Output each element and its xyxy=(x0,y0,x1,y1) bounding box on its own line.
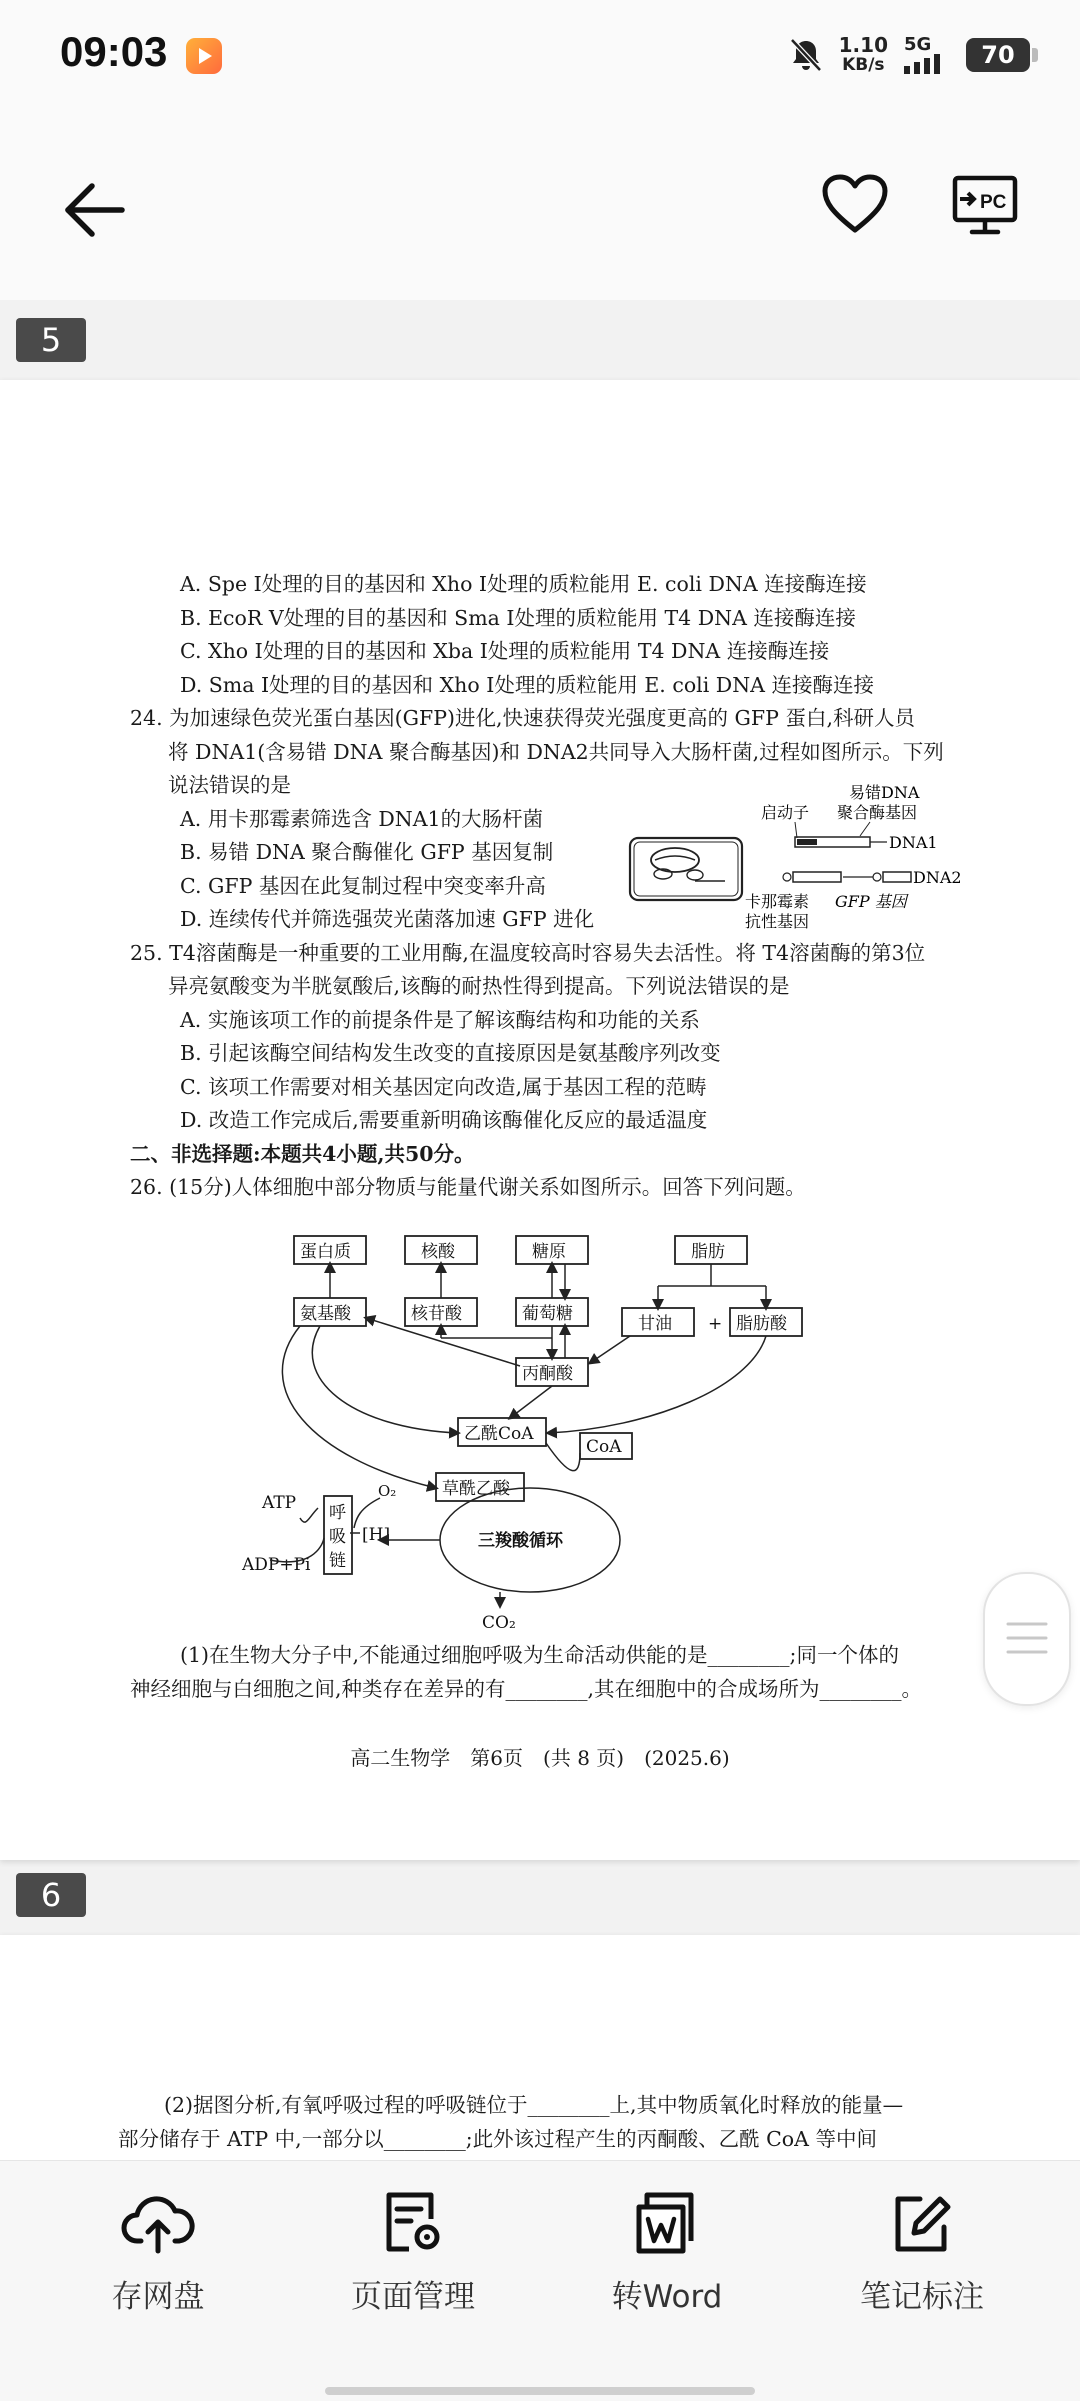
svg-text:DNA2: DNA2 xyxy=(913,868,962,887)
bell-muted-icon xyxy=(789,37,823,73)
question-stem: 24. 为加速绿色荧光蛋白基因(GFP)进化,快速获得荧光强度更高的 GFP 蛋白,科研人员 xyxy=(130,706,915,730)
svg-text:+: + xyxy=(708,1314,723,1334)
svg-text:ATP: ATP xyxy=(262,1493,297,1513)
page-number-badge: 5 xyxy=(16,318,86,362)
svg-text:CO₂: CO₂ xyxy=(482,1613,516,1633)
question-stem: 25. T4溶菌酶是一种重要的工业用酶,在温度较高时容易失去活性。将 T4溶菌酶的第3位 xyxy=(130,940,926,965)
page-manage-button[interactable] xyxy=(313,2191,513,2316)
svg-text:CoA: CoA xyxy=(586,1437,622,1457)
svg-text:丙酮酸: 丙酮酸 xyxy=(522,1364,573,1384)
svg-text:ADP+Pi: ADP+Pi xyxy=(242,1555,311,1575)
convert-word-button[interactable] xyxy=(567,2191,767,2316)
option-line: C. Xho Ⅰ处理的目的基因和 Xba Ⅰ处理的质粒能用 T4 DNA 连接酶连接 xyxy=(180,639,830,663)
note-edit-icon xyxy=(890,2191,954,2255)
battery-indicator: 70 xyxy=(966,38,1030,72)
signal-bars-icon xyxy=(904,54,950,74)
menu-lines-icon xyxy=(1006,1618,1048,1658)
option-line: B. EcoR Ⅴ处理的目的基因和 Sma Ⅰ处理的质粒能用 T4 DNA 连接酶连接 xyxy=(180,605,856,630)
svg-text:PC: PC xyxy=(980,192,1007,213)
svg-text:[H]: [H] xyxy=(362,1525,391,1545)
net-speed: 1.10 KB/s xyxy=(838,33,888,75)
svg-text:糖原: 糖原 xyxy=(532,1242,566,1262)
dna-figure xyxy=(625,780,962,931)
nav-label: 存网盘 xyxy=(111,2279,205,2315)
svg-text:卡那霉素: 卡那霉素 xyxy=(745,892,810,911)
option-line: A. 实施该项工作的前提条件是了解该酶结构和功能的关系 xyxy=(180,1007,700,1032)
bottom-navigation xyxy=(0,2160,1080,2401)
svg-text:聚合酶基因: 聚合酶基因 xyxy=(837,803,918,822)
option-line: D. 连续传代并筛选强荧光菌落加速 GFP 进化 xyxy=(180,907,595,931)
option-line: B. 引起该酶空间结构发生改变的直接原因是氨基酸序列改变 xyxy=(180,1041,721,1065)
question-stem: 将 DNA1(含易错 DNA 聚合酶基因)和 DNA2共同导入大肠杆菌,过程如图所示。下列 xyxy=(168,739,944,764)
nav-label: 笔记标注 xyxy=(860,2279,984,2315)
svg-text:链: 链 xyxy=(329,1551,346,1571)
nav-label: 页面管理 xyxy=(351,2279,475,2315)
svg-text:脂肪: 脂肪 xyxy=(691,1242,725,1262)
page-footer: 高二生物学 第6页 (共 8 页) (2025.6) xyxy=(350,1746,730,1770)
status-bar xyxy=(0,0,1080,110)
top-toolbar xyxy=(0,110,1080,359)
svg-text:核酸: 核酸 xyxy=(421,1242,455,1262)
svg-text:蛋白质: 蛋白质 xyxy=(300,1242,351,1262)
question-line: (1)在生物大分子中,不能通过细胞呼吸为生命活动供能的是________;同一个体的 xyxy=(180,1643,899,1667)
option-line: C. 该项工作需要对相关基因定向改造,属于基因工程的范畴 xyxy=(180,1074,707,1099)
cloud-upload-icon xyxy=(121,2191,195,2255)
status-indicators xyxy=(789,30,1030,80)
svg-text:葡萄糖: 葡萄糖 xyxy=(522,1304,573,1324)
question-line: (2)据图分析,有氧呼吸过程的呼吸链位于________上,其中物质氧化时释放的能量— xyxy=(164,2093,904,2117)
option-line: A. Spe Ⅰ处理的目的基因和 Xho Ⅰ处理的质粒能用 E. coli DNA 连接酶连接 xyxy=(180,572,867,596)
signal-indicator: 5G xyxy=(904,36,950,74)
question-stem: 异亮氨酸变为半胱氨酸后,该酶的耐热性得到提高。下列说法错误的是 xyxy=(168,974,790,998)
section-heading: 二、非选择题:本题共4小题,共50分。 xyxy=(130,1141,475,1166)
side-scroll-handle[interactable] xyxy=(983,1572,1071,1706)
option-line: B. 易错 DNA 聚合酶催化 GFP 基因复制 xyxy=(180,840,554,864)
svg-text:O₂: O₂ xyxy=(378,1482,397,1500)
question-stem: 说法错误的是 xyxy=(168,773,291,797)
svg-text:核苷酸: 核苷酸 xyxy=(411,1304,462,1324)
nav-label: 转Word xyxy=(611,2279,723,2315)
notes-annotate-button[interactable] xyxy=(822,2191,1022,2316)
option-line: C. GFP 基因在此复制过程中突变率升高 xyxy=(180,873,546,898)
document-page xyxy=(0,1935,1080,2165)
page-manage-icon xyxy=(381,2191,445,2255)
svg-text:吸: 吸 xyxy=(329,1527,346,1547)
svg-text:呼: 呼 xyxy=(329,1503,346,1523)
svg-text:三羧酸循环: 三羧酸循环 xyxy=(478,1531,563,1551)
metabolism-diagram xyxy=(230,1228,830,1633)
video-app-icon xyxy=(186,38,222,74)
page-number-badge: 6 xyxy=(16,1873,86,1917)
question-line: 部分储存于 ATP 中,一部分以________;此外该过程产生的丙酮酸、乙酰 CoA 等中间 xyxy=(118,2126,877,2151)
svg-text:GFP 基因: GFP 基因 xyxy=(835,892,907,911)
question-stem: 26. (15分)人体细胞中部分物质与能量代谢关系如图所示。回答下列问题。 xyxy=(130,1175,806,1199)
option-line: A. 用卡那霉素筛选含 DNA1的大肠杆菌 xyxy=(180,806,544,831)
option-line: D. Sma Ⅰ处理的目的基因和 Xho Ⅰ处理的质粒能用 E. coli DNA 连接酶连接 xyxy=(180,672,874,697)
svg-text:乙酰CoA: 乙酰CoA xyxy=(464,1424,534,1444)
svg-text:启动子: 启动子 xyxy=(761,803,810,822)
option-line: D. 改造工作完成后,需要重新明确该酶催化反应的最适温度 xyxy=(180,1108,708,1132)
document-page xyxy=(0,380,1080,1860)
svg-text:脂肪酸: 脂肪酸 xyxy=(736,1314,787,1334)
back-arrow-icon[interactable] xyxy=(62,182,126,238)
svg-text:易错DNA: 易错DNA xyxy=(849,783,920,802)
svg-text:DNA1: DNA1 xyxy=(889,833,938,852)
page-text xyxy=(130,1638,922,1706)
home-indicator[interactable] xyxy=(325,2387,755,2395)
clock: 09:03 xyxy=(60,28,168,75)
heart-icon[interactable] xyxy=(822,174,888,234)
save-to-cloud-button[interactable] xyxy=(58,2191,258,2316)
svg-text:氨基酸: 氨基酸 xyxy=(300,1304,351,1324)
svg-text:草酰乙酸: 草酰乙酸 xyxy=(442,1479,510,1499)
word-convert-icon xyxy=(635,2191,699,2255)
question-line: 神经细胞与白细胞之间,种类存在差异的有________,其在细胞中的合成场所为________。 xyxy=(130,1677,923,1701)
pc-transfer-icon[interactable] xyxy=(950,174,1020,238)
svg-text:甘油: 甘油 xyxy=(638,1314,672,1334)
svg-text:抗性基因: 抗性基因 xyxy=(745,912,810,931)
